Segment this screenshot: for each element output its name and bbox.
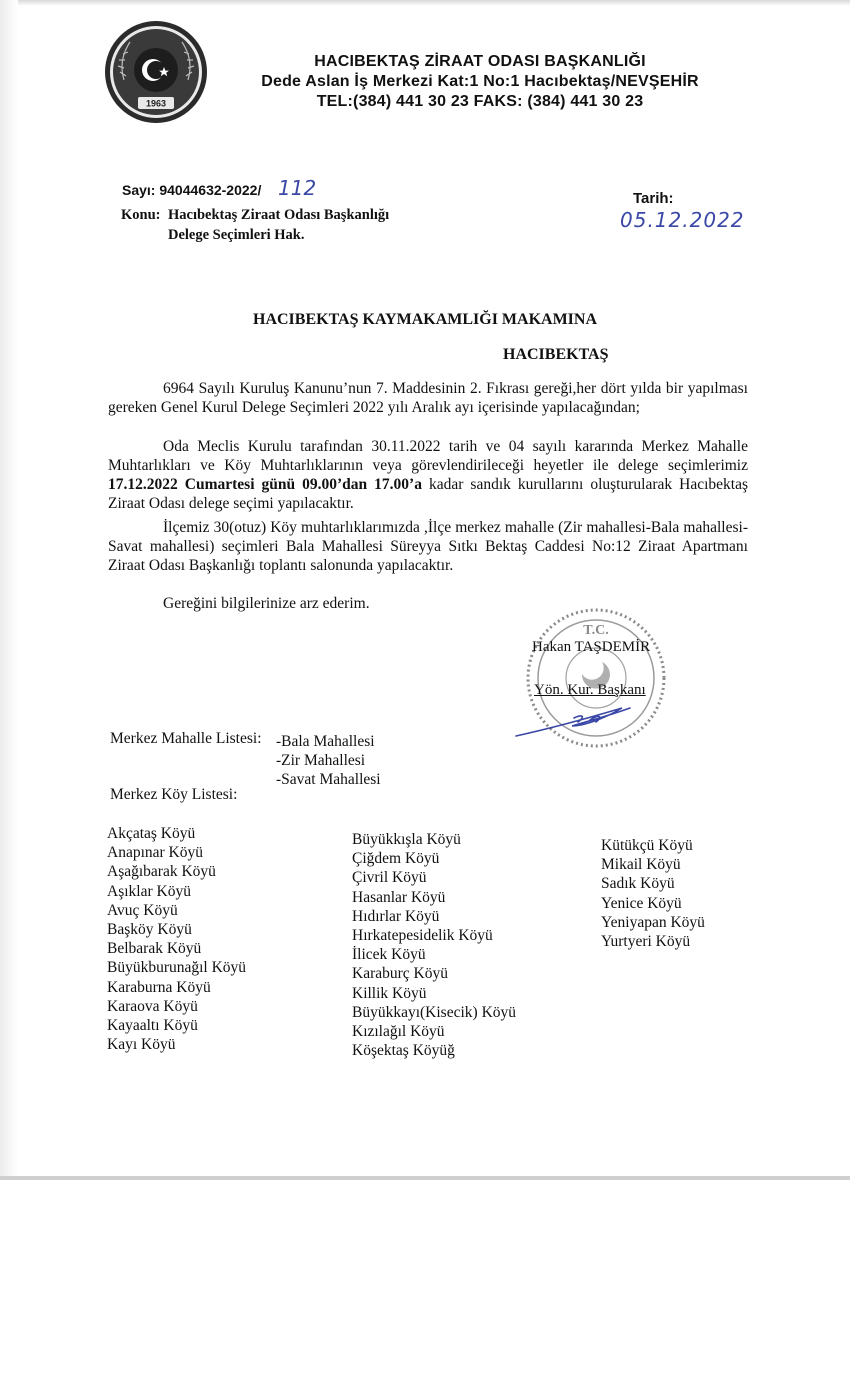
list-item: Akçataş Köyü <box>107 825 196 842</box>
list-item: Aşağıbarak Köyü <box>107 863 216 881</box>
list-item: Yeniyapan Köyü <box>601 913 705 931</box>
handwritten-signature <box>512 690 662 742</box>
closing-sentence: Gereğini bilgilerinize arz ederim. <box>163 595 370 612</box>
village-column-2 <box>352 830 516 1060</box>
list-item: Sadık Köyü <box>601 875 675 893</box>
recipient-title: HACIBEKTAŞ KAYMAKAMLIĞI MAKAMINA <box>253 311 598 328</box>
neighborhood-list-label: Merkez Mahalle Listesi: <box>110 730 262 747</box>
neighborhood-list <box>276 732 381 790</box>
list-item: Yurtyeri Köyü <box>601 933 691 951</box>
scan-edge <box>0 0 18 1180</box>
list-item: Yenice Köyü <box>601 894 682 912</box>
subject-line-1: Hacıbektaş Ziraat Odası Başkanlığı <box>168 207 390 223</box>
village-list-label: Merkez Köy Listesi: <box>110 786 238 803</box>
date-handwritten: 05.12.2022 <box>620 208 745 232</box>
list-item: Mikail Köyü <box>601 856 681 874</box>
list-item: Çivril Köyü <box>352 869 427 887</box>
subject-line-2: Delege Seçimleri Hak. <box>168 227 305 243</box>
village-column-1 <box>107 824 246 1054</box>
reference-number-handwritten: 112 <box>278 176 317 200</box>
list-item: Köşektaş Köyüğ <box>352 1042 455 1060</box>
paragraph-2-date-emphasis: 17.12.2022 Cumartesi günü 09.00’dan 17.00’a <box>108 476 422 493</box>
list-item: Kayaaltı Köyü <box>107 1017 198 1035</box>
list-item: Hıdırlar Köyü <box>352 907 440 925</box>
scan-edge <box>0 1176 850 1180</box>
chamber-logo <box>104 20 208 124</box>
list-item: İlicek Köyü <box>352 946 426 964</box>
list-item: Karaburna Köyü <box>107 978 211 996</box>
list-item: Kütükçü Köyü <box>601 837 693 854</box>
list-item: Anapınar Köyü <box>107 844 203 862</box>
scan-edge <box>0 0 850 6</box>
list-item: Büyükkayı(Kisecik) Köyü <box>352 1003 517 1021</box>
list-item: Hırkatepesidelik Köyü <box>352 927 493 945</box>
list-item: Büyükkışla Köyü <box>352 831 461 848</box>
list-item: -Zir Mahallesi <box>276 752 366 770</box>
date-label: Tarih: <box>633 190 674 207</box>
village-column-3 <box>601 836 705 951</box>
paragraph-1: 6964 Sayılı Kuruluş Kanunu’nun 7. Maddesinin 2. Fıkrası gereği,her dört yılda bir yapılması gereken Genel Kurul Delege Seçimleri 2022 yılı Aralık ayı içerisinde yapılacağından; <box>108 380 748 416</box>
paragraph-2-text-b: kadar sandık kurullarını oluşturularak Hacıbektaş Ziraat Odası delege seçimi yapılacaktır. <box>108 476 748 512</box>
list-item: Killik Köyü <box>352 984 427 1002</box>
list-item: -Bala Mahallesi <box>276 733 375 750</box>
subject-label: Konu: <box>121 207 161 223</box>
signatory-name: Hakan TAŞDEMİR <box>532 639 651 655</box>
list-item: Başköy Köyü <box>107 921 192 939</box>
paragraph-3: İlçemiz 30(otuz) Köy muhtarlıklarımızda ,İlçe merkez mahalle (Zir mahallesi-Bala mahallesi-Savat mahallesi) seçimleri Bala Mahallesi Süreyya Sıtkı Bektaş Caddesi No:12 Ziraat Apartmanı Ziraat Odası Başkanlığı toplantı salonunda yapılacaktır. <box>108 519 748 574</box>
list-item: Kızılağıl Köyü <box>352 1023 445 1041</box>
svg-text:T.C.: T.C. <box>583 623 609 638</box>
list-item: Kayı Köyü <box>107 1036 176 1054</box>
signatory-title: Yön. Kur. Başkanı <box>534 682 646 698</box>
list-item: Çiğdem Köyü <box>352 850 440 868</box>
logo-year: 1963 <box>145 98 167 109</box>
list-item: Büyükburunağıl Köyü <box>107 959 247 977</box>
reference-number-label: Sayı: 94044632-2022/ <box>122 182 262 198</box>
org-address: Dede Aslan İş Merkezi Kat:1 No:1 Hacıbektaş/NEVŞEHİR <box>261 73 699 90</box>
list-item: Aşıklar Köyü <box>107 882 191 900</box>
list-item: -Savat Mahallesi <box>276 771 381 789</box>
list-item: Karaburç Köyü <box>352 965 448 983</box>
recipient-city: HACIBEKTAŞ <box>503 346 609 363</box>
org-name: HACIBEKTAŞ ZİRAAT ODASI BAŞKANLIĞI <box>314 53 646 70</box>
paragraph-2-text-a: Oda Meclis Kurulu tarafından 30.11.2022 tarih ve 04 sayılı kararında Merkez Mahalle Muhtarlıkları ve Köy Muhtarlıklarının veya görevlendirileceği heyetler ile delege seçimlerimiz <box>108 438 748 474</box>
org-phone: TEL:(384) 441 30 23 FAKS: (384) 441 30 23 <box>316 93 644 110</box>
list-item: Avuç Köyü <box>107 901 178 919</box>
list-item: Hasanlar Köyü <box>352 888 446 906</box>
paragraph-2 <box>108 437 748 513</box>
list-item: Karaova Köyü <box>107 997 198 1015</box>
list-item: Belbarak Köyü <box>107 940 202 958</box>
